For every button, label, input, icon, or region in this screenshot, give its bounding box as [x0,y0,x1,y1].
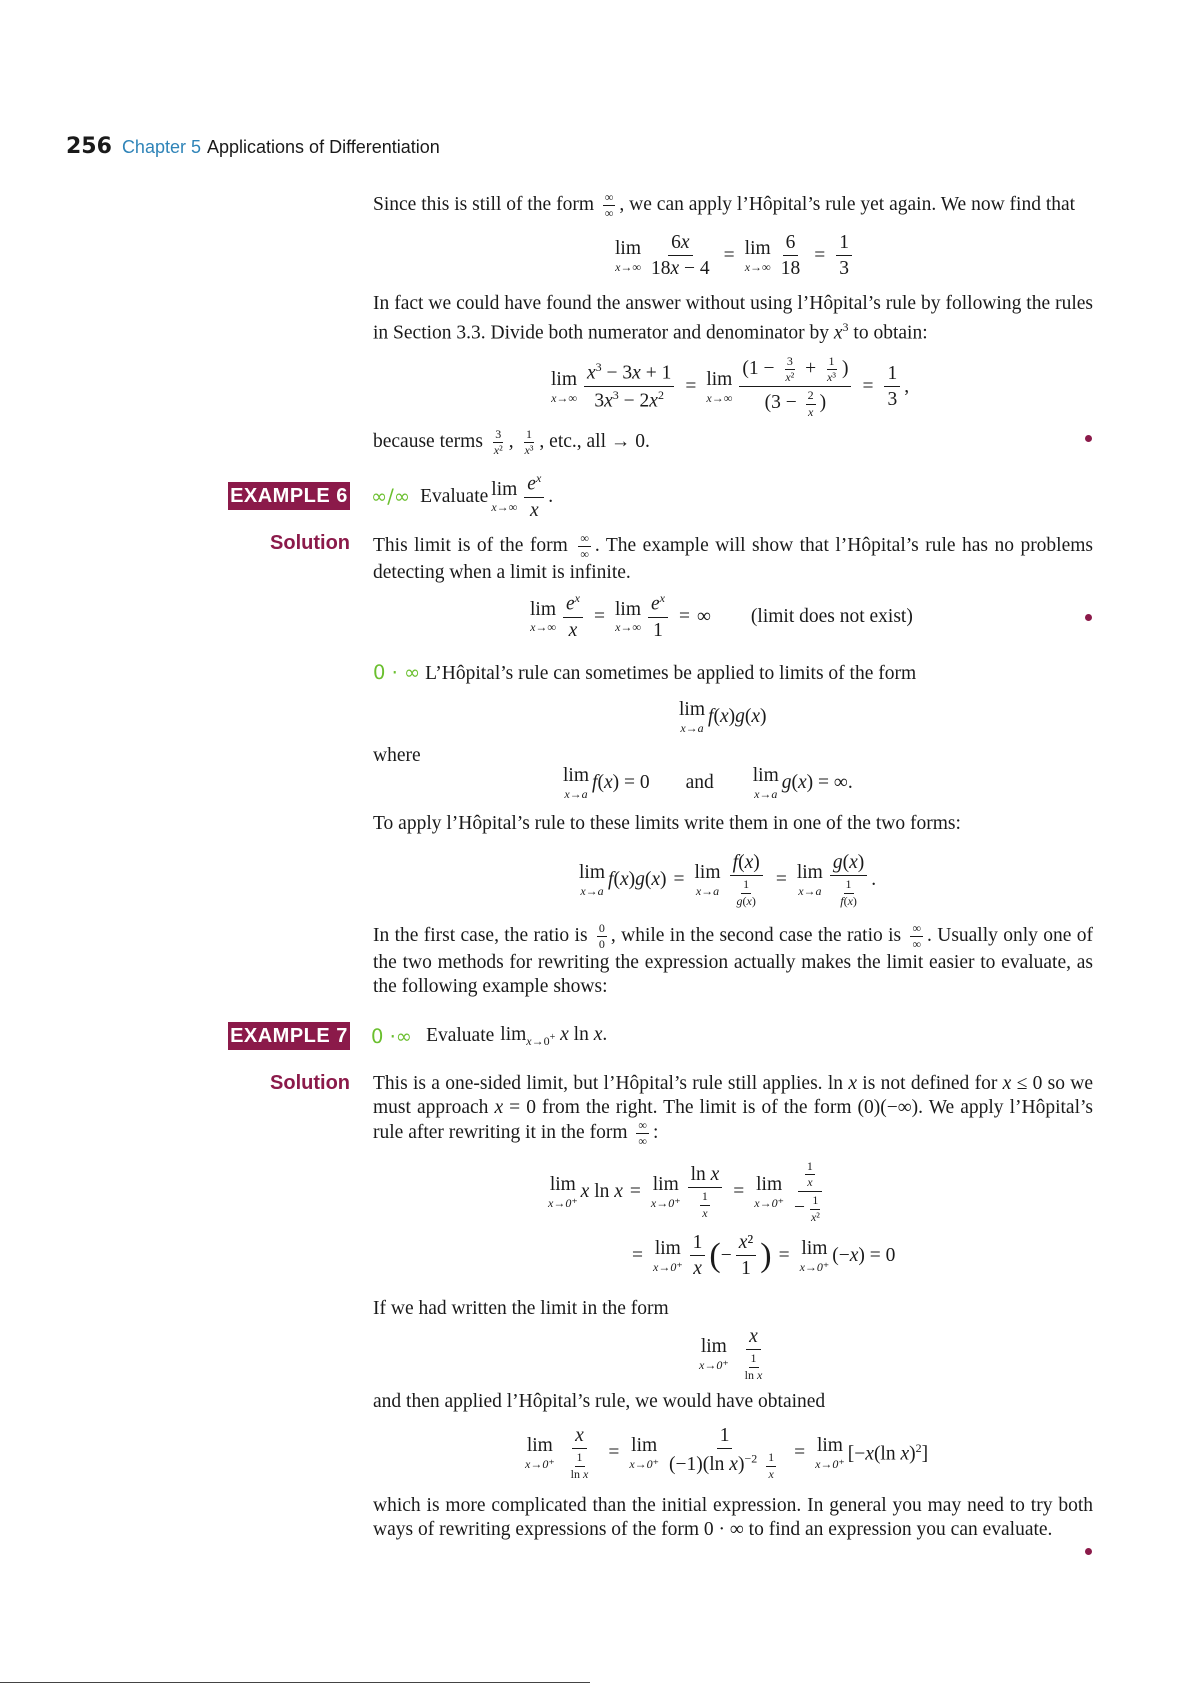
written-form-paragraph: If we had written the limit in the form [373,1298,669,1319]
equation-xlnx-step2: = lim x→0⁺ $\frac{1}{x}$ ( − $\frac{\text{x²}}{1}$ ) = lim x→0⁺ (−x) = 0 [632,1232,896,1280]
solution-7-text: This is a one-sided limit, but l’Hôpital’s rule still applies. ln x is not defined for x ≤ 0 so we must approach x = 0 from the right. The limit is of the form (0)(−∞). We apply l’Hôpital’s rule after rewriting it in the form $\frac{\infty}{\infty}$ : [373,1073,1094,1149]
bottom-rule [0,1682,590,1683]
then-applied-paragraph: and then applied l’Hôpital’s rule, we would have obtained [373,1391,826,1412]
running-header [66,134,440,164]
form-zero-times-infinity: 0 · ∞ [373,661,421,684]
chapter-number: Chapter 5 [121,137,201,157]
end-of-example-marker [1085,614,1092,621]
example-6-statement: ∞/∞ Evaluate lim x→∞ $\frac{e^x}{x}$ . [371,471,554,521]
form-infinity-over-infinity: ∞/∞ [371,485,411,509]
solution-7-label: Solution [270,1072,350,1094]
equation-limit-conditions: lim x→a f(x) = 0 and lim x→a g(x) = ∞. [563,765,853,801]
where-label: where [373,745,421,766]
end-of-example-marker [1085,1548,1092,1555]
example-6-label: EXAMPLE 6 [228,482,350,510]
final-paragraph: which is more complicated than the initial expression. In general you may need to try both ways of rewriting expressions of the form 0 · ∞ to find an expression you can evaluate. [373,1495,1093,1540]
form-zero-times-infinity: 0 ·∞ [371,1024,413,1048]
paragraph-section-rules: In fact we could have found the answer without using l’Hôpital’s rule by following the rules in Section 3.3. Divide both numerator and denominator by $x^3$ to obtain: [373,293,1093,343]
equation-alt-form: lim x→0⁺ $\frac{x}{\frac{1}{\text{ln x}}}$ [699,1326,763,1382]
example-7-label: EXAMPLE 7 [228,1022,350,1050]
example-7-statement: 0 ·∞ Evaluate $\lim_{x\to 0^+} x$ ln x. [371,1024,608,1048]
equation-ex-over-x: lim x→∞ $\frac{e^x}{x}$ = lim x→∞ $\frac{e^x}{1}$ = ∞ (limit does not exist) [530,591,913,641]
solution-6-label: Solution [270,532,350,554]
page-number: 256 [66,134,112,159]
end-of-example-marker [1085,435,1092,442]
solution-6-text: This limit is of the form $\frac{\infty}{\infty}$ . The example will show that l’Hôpital’s rule has no problems detecting when a limit is infinite. [373,531,1094,584]
paragraph-still-form: Since this is still of the form $\frac{\infty}{\infty}$ , we can apply l’Hôpital’s rule yet again. We now find that [373,190,1076,221]
equation-two-forms: lim x→a f(x)g(x) = lim x→a $\frac{f(x)}{\frac{1}{g(x)}}$ = lim x→a $\frac{g(x)}{\frac{1}{f(x)}}$ . [579,852,877,908]
equation-limit-product: lim x→a f(x)g(x) [679,699,767,735]
equation-xlnx-step1: lim x→0⁺ x ln x = lim x→0⁺ $\frac{\text{ln x}}{\frac{1}{x}}$ = lim x→0⁺ $\frac{1}{x}$ − $\frac{1}{\text{x²}}$ [545,1160,833,1224]
equation-6x-limit: lim x→∞ $\frac{6x}{18x - 4}$ = lim x→∞ $\frac{6}{18}$ = $\frac{1}{3}$ [612,232,856,280]
paragraph-terms-vanish: because terms $\frac{3}{\text{x²}}$ , $\frac{1}{\text{x³}}$ , etc., all → 0. [373,427,650,458]
zero-times-infinity-intro: 0 · ∞ L’Hôpital’s rule can sometimes be applied to limits of the form [373,661,917,684]
equation-divide-x3: lim x→∞ $\frac{x^3 - 3x + 1}{3x^3 - 2x^2}$ = lim x→∞ (1 − $\frac{3}{\text{x²}}$ + $\frac{1}{\text{x³}}$ ) (3 − $\frac{2}{x}$ ) = $\frac{1}{3}$ , [551,354,910,419]
paragraph-ratio-cases: In the first case, the ratio is $\frac{0}{0}$ , while in the second case the ratio is $\frac{\infty}{\infty}$ . Usually only one of the two methods for rewriting the expression actually makes the limit easier to evaluate, as the following example shows: [373,921,1093,997]
equation-complicated-result: lim x→0⁺ $\frac{x}{\frac{1}{\text{ln x}}}$ = lim x→0⁺ 1 (−1)(ln x)$^{-2}$ $\frac{1}{x}$ = lim x→0⁺ [−x(ln x)$^2$] [525,1425,929,1481]
apply-paragraph: To apply l’Hôpital’s rule to these limits write them in one of the two forms: [373,813,961,834]
chapter-title: Applications of Differentiation [207,137,440,157]
